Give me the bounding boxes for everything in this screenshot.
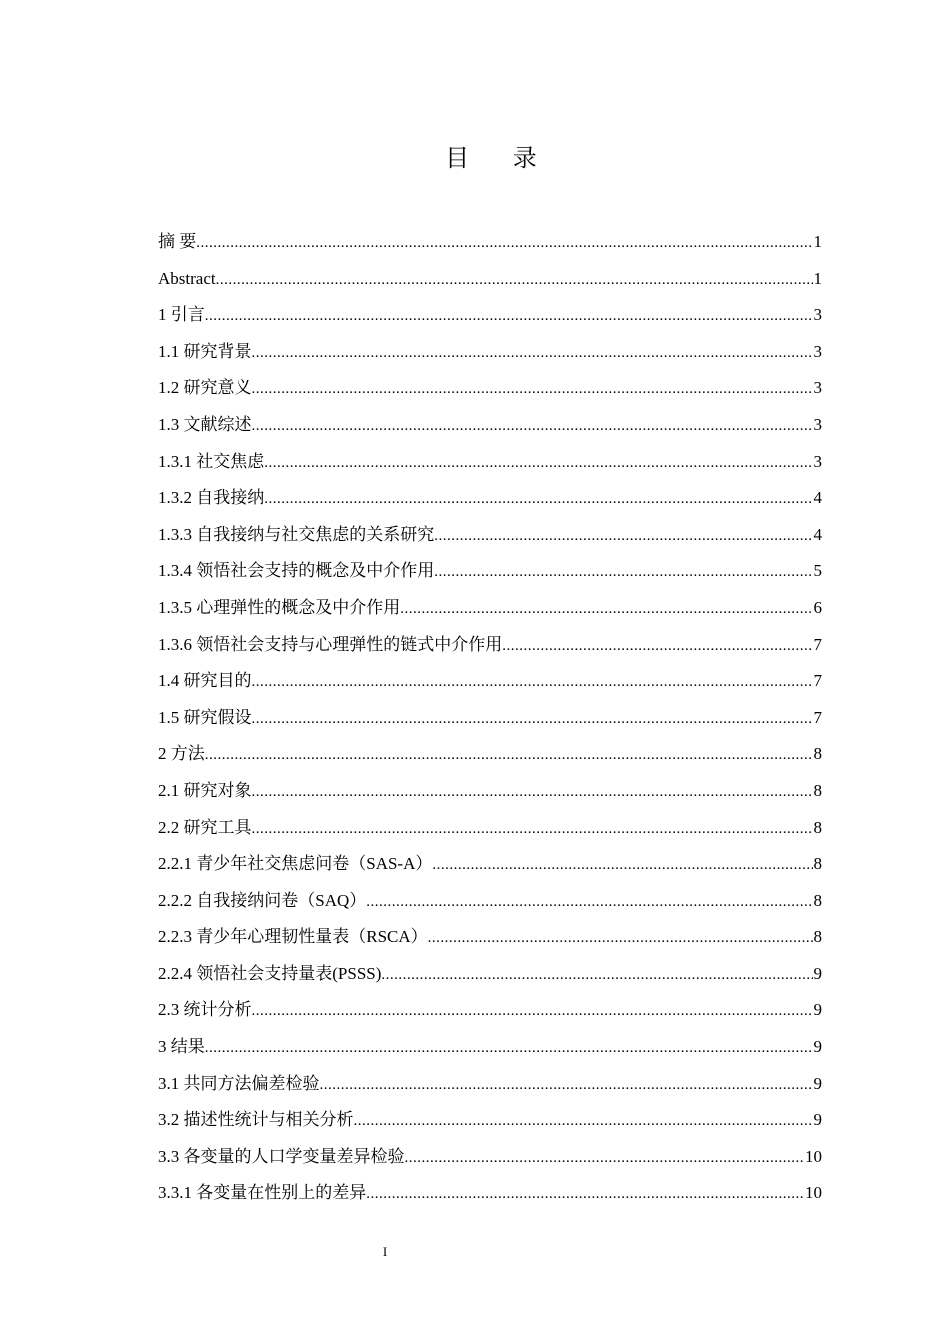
toc-dot-leader bbox=[405, 1140, 805, 1177]
toc-entry-label: 1.3 文献综述 bbox=[158, 414, 252, 434]
toc-entry-page: 8 bbox=[813, 927, 822, 947]
toc-dot-leader bbox=[252, 811, 813, 848]
page-title: 目 录 bbox=[445, 144, 555, 172]
toc-dot-leader bbox=[381, 957, 812, 994]
toc-entry-page: 3 bbox=[813, 305, 822, 325]
toc-dot-leader bbox=[432, 847, 812, 884]
toc-entry-label: 1 引言 bbox=[158, 305, 205, 325]
toc-dot-leader bbox=[196, 225, 812, 262]
toc-dot-leader bbox=[502, 628, 812, 665]
toc-entry-label: 2.2.1 青少年社交焦虑问卷（SAS-A） bbox=[158, 854, 433, 874]
toc-entry-page: 9 bbox=[813, 1000, 822, 1020]
toc-entry-page: 8 bbox=[813, 854, 822, 874]
toc-entry[interactable] bbox=[158, 883, 822, 920]
toc-dot-leader bbox=[205, 1030, 813, 1067]
toc-dot-leader bbox=[428, 920, 813, 957]
toc-entry-label: 1.1 研究背景 bbox=[158, 341, 252, 361]
toc-entry[interactable] bbox=[158, 297, 822, 334]
toc-dot-leader bbox=[252, 774, 813, 811]
toc-entry-page: 9 bbox=[813, 963, 822, 983]
toc-entry[interactable] bbox=[158, 700, 822, 737]
toc-entry-label: 3.3.1 各变量在性别上的差异 bbox=[158, 1183, 367, 1203]
page-number: I bbox=[382, 1244, 388, 1259]
toc-entry[interactable] bbox=[158, 663, 822, 700]
toc-entry-page: 3 bbox=[813, 378, 822, 398]
toc-entry-label: 1.4 研究目的 bbox=[158, 671, 252, 691]
toc-dot-leader bbox=[252, 664, 813, 701]
toc-entry[interactable] bbox=[158, 517, 822, 554]
toc-entry-page: 10 bbox=[805, 1146, 822, 1166]
toc-entry-label: Abstract bbox=[158, 268, 216, 288]
toc-dot-leader bbox=[434, 554, 812, 591]
toc-entry-page: 1 bbox=[813, 232, 822, 251]
toc-entry[interactable] bbox=[158, 919, 822, 956]
toc-dot-leader bbox=[252, 701, 813, 738]
toc-entry-page: 8 bbox=[813, 780, 822, 800]
toc-entry-label: 2.2.4 领悟社会支持量表(PSSS) bbox=[158, 963, 382, 983]
toc-entry[interactable] bbox=[158, 1139, 822, 1176]
toc-entry[interactable] bbox=[158, 553, 822, 590]
toc-entry-page: 9 bbox=[813, 1073, 822, 1093]
toc-entry-label: 摘 要 bbox=[158, 232, 197, 251]
toc-dot-leader bbox=[400, 591, 812, 628]
toc-entry-label: 3.3 各变量的人口学变量差异检验 bbox=[158, 1146, 405, 1166]
toc-entry-label: 2.2.3 青少年心理韧性量表（RSCA） bbox=[158, 927, 428, 947]
toc-entry-label: 1.3.1 社交焦虑 bbox=[158, 451, 265, 471]
toc-entry-page: 6 bbox=[813, 597, 822, 617]
toc-entry-label: 3 结果 bbox=[158, 1037, 205, 1057]
toc-entry[interactable] bbox=[158, 370, 822, 407]
toc-dot-leader bbox=[434, 518, 812, 555]
toc-entry-page: 7 bbox=[813, 707, 822, 727]
toc-entry-label: 2.1 研究对象 bbox=[158, 780, 252, 800]
toc-entry-page: 9 bbox=[813, 1037, 822, 1057]
table-of-contents bbox=[158, 224, 822, 1212]
toc-entry[interactable] bbox=[158, 480, 822, 517]
toc-entry-page: 3 bbox=[813, 341, 822, 361]
toc-entry[interactable] bbox=[158, 956, 822, 993]
toc-entry-label: 1.5 研究假设 bbox=[158, 707, 252, 727]
toc-dot-leader bbox=[205, 737, 813, 774]
toc-dot-leader bbox=[354, 1103, 813, 1140]
toc-dot-leader bbox=[252, 993, 813, 1030]
toc-entry[interactable] bbox=[158, 992, 822, 1029]
toc-entry-label: 1.3.5 心理弹性的概念及中介作用 bbox=[158, 597, 401, 617]
toc-entry[interactable] bbox=[158, 627, 822, 664]
toc-entry[interactable] bbox=[158, 224, 822, 261]
toc-entry[interactable] bbox=[158, 810, 822, 847]
toc-dot-leader bbox=[264, 445, 812, 482]
toc-entry-page: 4 bbox=[813, 524, 822, 544]
toc-entry[interactable] bbox=[158, 334, 822, 371]
toc-entry-label: 2.2 研究工具 bbox=[158, 817, 252, 837]
toc-entry-label: 1.3.3 自我接纳与社交焦虑的关系研究 bbox=[158, 524, 435, 544]
toc-dot-leader bbox=[252, 408, 813, 445]
toc-entry-label: 1.3.4 领悟社会支持的概念及中介作用 bbox=[158, 561, 435, 581]
toc-entry[interactable] bbox=[158, 846, 822, 883]
toc-entry-page: 3 bbox=[813, 414, 822, 434]
toc-dot-leader bbox=[252, 371, 813, 408]
toc-dot-leader bbox=[366, 884, 812, 921]
toc-entry-page: 1 bbox=[813, 268, 822, 288]
toc-entry-label: 2.2.2 自我接纳问卷（SAQ） bbox=[158, 890, 367, 910]
toc-entry[interactable] bbox=[158, 773, 822, 810]
toc-entry-label: 1.3.6 领悟社会支持与心理弹性的链式中介作用 bbox=[158, 634, 503, 654]
toc-entry-page: 7 bbox=[813, 634, 822, 654]
toc-entry[interactable] bbox=[158, 1102, 822, 1139]
toc-dot-leader bbox=[216, 262, 813, 299]
toc-entry[interactable] bbox=[158, 1066, 822, 1103]
toc-dot-leader bbox=[252, 335, 813, 372]
toc-entry-label: 1.3.2 自我接纳 bbox=[158, 488, 265, 508]
toc-entry-label: 3.1 共同方法偏差检验 bbox=[158, 1073, 320, 1093]
toc-entry-page: 8 bbox=[813, 744, 822, 764]
toc-entry[interactable] bbox=[158, 736, 822, 773]
toc-entry-label: 2 方法 bbox=[158, 744, 205, 764]
toc-entry-page: 5 bbox=[813, 561, 822, 581]
toc-entry[interactable] bbox=[158, 261, 822, 298]
toc-entry-page: 4 bbox=[813, 488, 822, 508]
toc-entry-page: 3 bbox=[813, 451, 822, 471]
toc-dot-leader bbox=[264, 481, 812, 518]
toc-entry[interactable] bbox=[158, 407, 822, 444]
toc-entry-label: 1.2 研究意义 bbox=[158, 378, 252, 398]
toc-entry-page: 8 bbox=[813, 890, 822, 910]
toc-entry[interactable] bbox=[158, 1175, 822, 1212]
toc-entry[interactable] bbox=[158, 1029, 822, 1066]
toc-dot-leader bbox=[205, 298, 813, 335]
toc-entry[interactable] bbox=[158, 444, 822, 481]
toc-entry-page: 9 bbox=[813, 1110, 822, 1130]
toc-entry-page: 7 bbox=[813, 671, 822, 691]
toc-entry-label: 3.2 描述性统计与相关分析 bbox=[158, 1110, 354, 1130]
toc-dot-leader bbox=[320, 1067, 813, 1104]
toc-entry[interactable] bbox=[158, 590, 822, 627]
toc-entry-label: 2.3 统计分析 bbox=[158, 1000, 252, 1020]
toc-entry-page: 8 bbox=[813, 817, 822, 837]
toc-dot-leader bbox=[366, 1176, 804, 1213]
toc-entry-page: 10 bbox=[805, 1183, 822, 1203]
